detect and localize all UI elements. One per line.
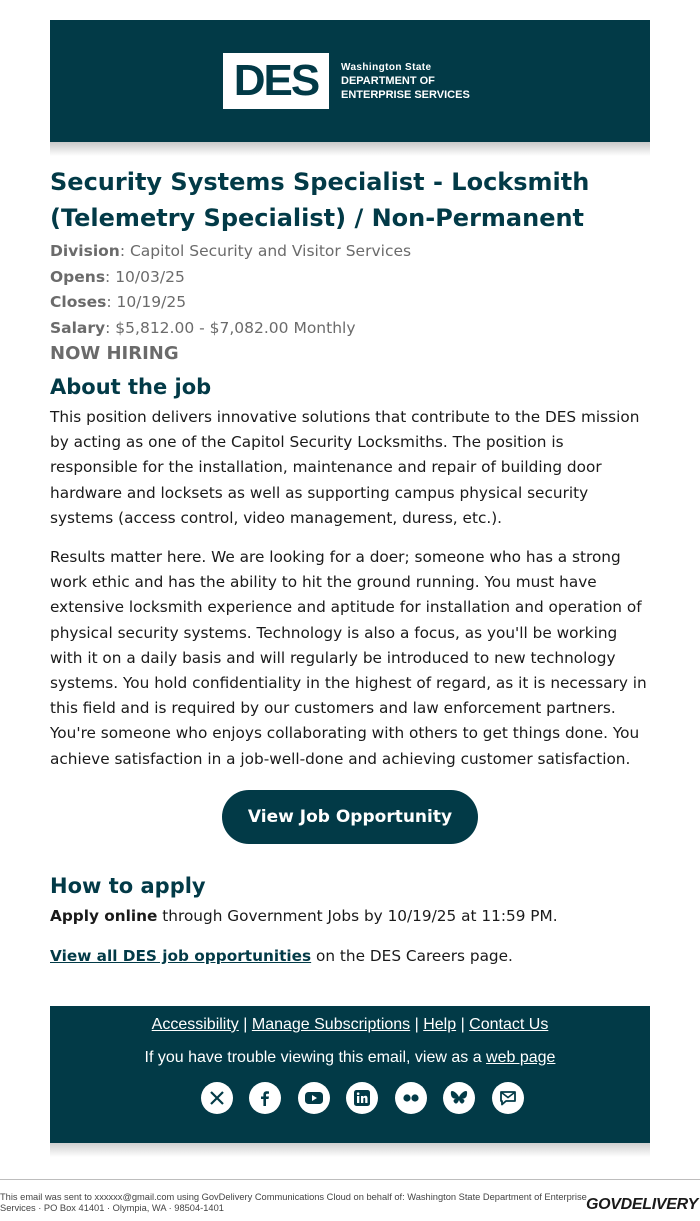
- web-page-link[interactable]: web page: [486, 1049, 556, 1066]
- footer-shadow: [50, 1143, 650, 1157]
- email-icon[interactable]: [492, 1082, 524, 1114]
- logo-text: [341, 61, 470, 102]
- all-jobs-line: View all DES job opportunities on the DES Careers page.: [50, 946, 513, 965]
- flickr-icon[interactable]: [395, 1082, 427, 1114]
- apply-text: Apply online through Government Jobs by 10/19/25 at 11:59 PM.: [50, 906, 558, 925]
- all-jobs-link[interactable]: View all DES job opportunities: [50, 946, 312, 965]
- cta-wrapper: [50, 790, 650, 844]
- apply-heading: How to apply: [50, 873, 206, 898]
- about-paragraph-1: This position delivers innovative solutions that contribute to the DES mission by acting as one of the Capitol Security Locksmiths. The position is responsible for the installation, maintenance and repair of building door hardware and locksets as well as supporting campus physical security systems (access control, video management, duress, etc.).: [50, 408, 640, 527]
- opens-row: Opens: 10/03/25: [50, 267, 185, 286]
- linkedin-icon[interactable]: [346, 1082, 378, 1114]
- job-title: Security Systems Specialist - Locksmith (Telemetry Specialist) / Non-Permanent: [50, 168, 590, 232]
- social-icons: [201, 1082, 536, 1114]
- accessibility-link[interactable]: Accessibility: [151, 1016, 239, 1033]
- facebook-icon[interactable]: [249, 1082, 281, 1114]
- help-link[interactable]: Help: [423, 1016, 457, 1033]
- bluesky-icon[interactable]: [443, 1082, 475, 1114]
- contact-us-link[interactable]: Contact Us: [469, 1016, 549, 1033]
- job-meta: [50, 239, 650, 341]
- logo-line-2: DEPARTMENT OF: [341, 75, 435, 87]
- about-heading: About the job: [50, 375, 212, 399]
- about-paragraph-2: Results matter here. We are looking for a doer; someone who has a strong work ethic and has the ability to hit the ground running. You must have extensive locksmith experience and aptitude for installation and operation of physical security systems. Technology is also a focus, as you'll be working with it on a daily basis and will regularly be introduced to new technology systems. You hold confidentiality in the highest of regard, as it is necessary in this field and is required by our customers and law enforcement partners. You're someone who enjoys collaborating with others to get things done. You achieve satisfaction in a job-well-done and achieving customer satisfaction.: [50, 548, 647, 768]
- x-icon[interactable]: [201, 1082, 233, 1114]
- salary-row: Salary: $5,812.00 - $7,082.00 Monthly: [50, 318, 356, 337]
- manage-subscriptions-link[interactable]: Manage Subscriptions: [251, 1016, 411, 1033]
- header-banner: [50, 20, 650, 142]
- division-row: Division: Capitol Security and Visitor Services: [50, 242, 412, 260]
- footer-links: Accessibility | Manage Subscriptions | Help | Contact Us: [151, 1016, 549, 1033]
- govdelivery-logo[interactable]: GOVDELIVERY: [586, 1196, 698, 1213]
- logo-line-1: Washington State: [341, 62, 432, 73]
- closes-row: Closes: 10/19/25: [50, 293, 187, 311]
- disclaimer: This email was sent to xxxxxx@gmail.com using GovDelivery Communications Cloud on behalf of: Washington State Department of Enterprise Services · PO Box 41401 · Olympia, WA · 98504-1401: [0, 1192, 587, 1213]
- logo-line-3: ENTERPRISE SERVICES: [341, 89, 470, 101]
- divider: [0, 1179, 700, 1180]
- youtube-icon[interactable]: [298, 1082, 330, 1114]
- header-shadow: [50, 142, 650, 156]
- view-job-button[interactable]: View Job Opportunity: [222, 790, 478, 844]
- footer: [50, 1006, 650, 1143]
- des-logo[interactable]: DES: [223, 53, 329, 109]
- main-content: [50, 164, 650, 968]
- footer-note: If you have trouble viewing this email, view as a web page: [144, 1049, 556, 1066]
- status-badge: NOW HIRING: [50, 343, 179, 364]
